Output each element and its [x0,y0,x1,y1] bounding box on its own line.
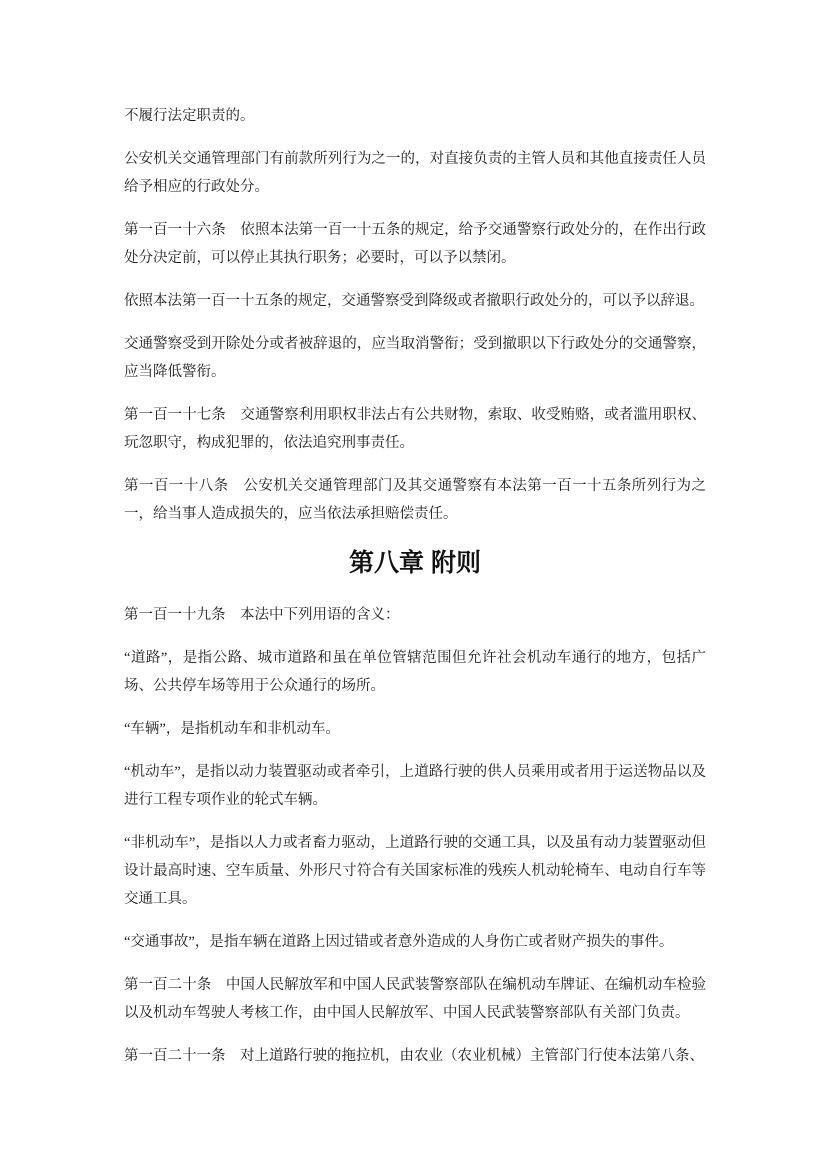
paragraph-article-116: 第一百一十六条 依照本法第一百一十五条的规定，给予交通警察行政处分的，在作出行政处分决定前，可以停止其执行职务；必要时，可以予以禁闭。 [124,222,706,266]
paragraph-law-clause: 依照本法第一百一十五条的规定，交通警察受到降级或者撤职行政处分的，可以予以辞退。 [124,293,704,309]
paragraph-article-120: 第一百二十条 中国人民解放军和中国人民武装警察部队在编机动车牌证、在编机动车检验以及机动车驾驶人考核工作，由中国人民解放军、中国人民武装警察部队有关部门负责。 [124,977,706,1021]
paragraph-definition-road: “道路”，是指公路、城市道路和虽在单位管辖范围但允许社会机动车通行的地方，包括广场、公共停车场等用于公众通行的场所。 [124,650,706,694]
paragraph-definition-non-motor-vehicle: “非机动车”，是指以人力或者畜力驱动，上道路行驶的交通工具，以及虽有动力装置驱动但设计最高时速、空车质量、外形尺寸符合有关国家标准的残疾人机动轮椅车、电动自行车等交通工具。 [124,835,706,907]
paragraph-definition-motor-vehicle: “机动车”，是指以动力装置驱动或者牵引，上道路行驶的供人员乘用或者用于运送物品以及进行工程专项作业的轮式车辆。 [124,764,706,808]
paragraph-article-117: 第一百一十七条 交通警察利用职权非法占有公共财物，索取、收受贿赂，或者滥用职权、玩忽职守，构成犯罪的，依法追究刑事责任。 [124,407,706,451]
document-body [124,102,706,1085]
paragraph-law-clause: 不履行法定职责的。 [124,108,255,124]
paragraph-law-clause: 交通警察受到开除处分或者被辞退的，应当取消警衔；受到撤职以下行政处分的交通警察，应当降低警衔。 [124,336,706,380]
paragraph-article-119: 第一百一十九条 本法中下列用语的含义： [124,607,400,623]
paragraph-law-clause: 公安机关交通管理部门有前款所列行为之一的，对直接负责的主管人员和其他直接责任人员给予相应的行政处分。 [124,151,706,195]
chapter-heading: 第八章 附则 [349,549,481,577]
paragraph-definition-vehicle: “车辆”，是指机动车和非机动车。 [124,721,340,737]
paragraph-article-118: 第一百一十八条 公安机关交通管理部门及其交通警察有本法第一百一十五条所列行为之一，给当事人造成损失的，应当依法承担赔偿责任。 [124,478,706,522]
paragraph-definition-traffic-accident: “交通事故”，是指车辆在道路上因过错或者意外造成的人身伤亡或者财产损失的事件。 [124,934,674,950]
paragraph-article-121: 第一百二十一条 对上道路行驶的拖拉机，由农业（农业机械）主管部门行使本法第八条、 [124,1048,704,1064]
